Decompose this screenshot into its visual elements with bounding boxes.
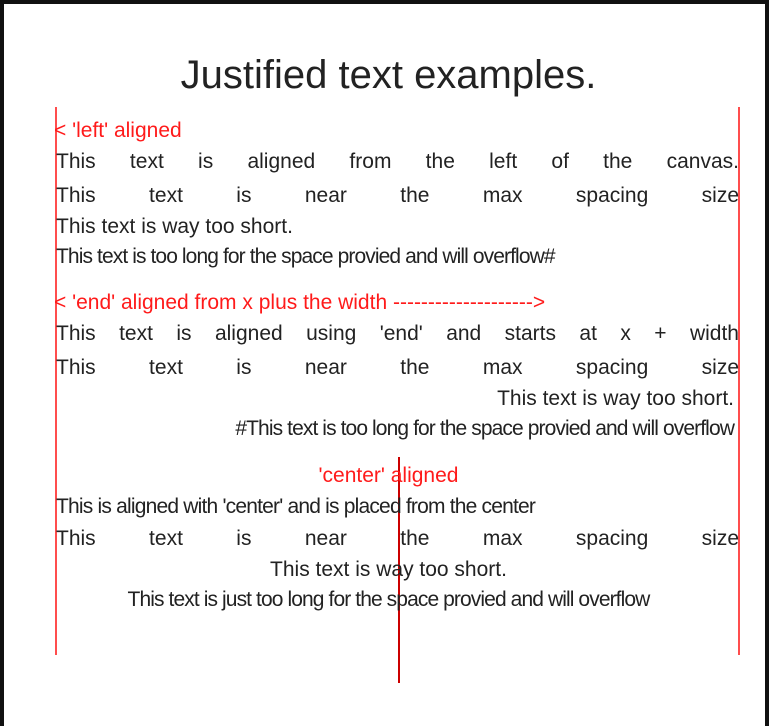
left-line-1: This text is aligned from the left of the canvas. [56, 150, 739, 173]
center-line-1: This is aligned with 'center' and is placed from the center [56, 495, 536, 518]
page-title: Justified text examples. [180, 53, 597, 97]
left-section-label: < 'left' aligned [54, 119, 182, 142]
center-line-4: This text is just too long for the space provied and will overflow [127, 588, 650, 611]
end-line-4: #This text is too long for the space provied and will overflow [235, 417, 734, 440]
end-section-label: < 'end' aligned from x plus the width --------------------> [54, 291, 546, 314]
center-section-label: 'center' aligned [318, 464, 459, 487]
end-line-2: This text is near the max spacing size [56, 356, 739, 379]
end-line-1: This text is aligned using 'end' and starts at x + width [56, 322, 739, 345]
end-line-3: This text is way too short. [497, 387, 734, 410]
left-line-3: This text is way too short. [56, 215, 293, 238]
center-line-3: This text is way too short. [270, 558, 507, 581]
left-line-2: This text is near the max spacing size [56, 184, 739, 207]
center-line-2: This text is near the max spacing size [56, 527, 739, 550]
left-line-4: This text is too long for the space provied and will overflow# [56, 245, 555, 268]
